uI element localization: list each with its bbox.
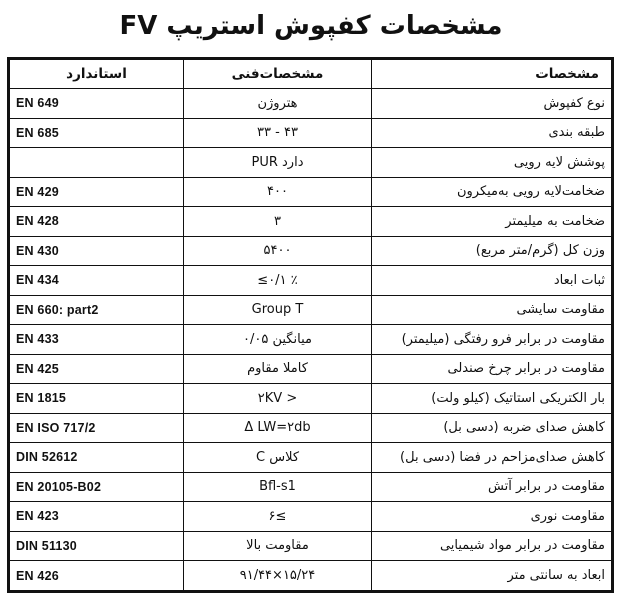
technical-cell: ۳	[184, 207, 372, 237]
header-technical: مشخصات‌فنی	[184, 60, 372, 89]
table-row	[10, 531, 612, 561]
technical-cell: کلاس C	[184, 443, 372, 473]
table-row	[10, 354, 612, 384]
standard-cell: EN 649	[10, 89, 184, 119]
header-property: مشخصات	[372, 60, 612, 89]
property-cell: ابعاد به سانتی متر	[372, 561, 612, 591]
property-cell: مقاومت در برابر چرخ صندلی	[372, 354, 612, 384]
property-cell: کاهش صدای ضربه (دسی بل)	[372, 413, 612, 443]
document-title: مشخصات کفپوش استریپ FV	[119, 11, 503, 41]
technical-cell: مقاومت بالا	[184, 531, 372, 561]
standard-cell: EN 430	[10, 236, 184, 266]
table-row	[10, 89, 612, 119]
standard-cell: EN 423	[10, 502, 184, 532]
standard-cell: DIN 52612	[10, 443, 184, 473]
standard-cell: EN 428	[10, 207, 184, 237]
standard-cell: EN 434	[10, 266, 184, 296]
table-row	[10, 118, 612, 148]
technical-cell: Group T	[184, 295, 372, 325]
standard-cell: DIN 51130	[10, 531, 184, 561]
standard-cell: EN 660: part2	[10, 295, 184, 325]
technical-cell: میانگین ۰/۰۵	[184, 325, 372, 355]
table-row	[10, 443, 612, 473]
technical-cell: < ۲KV	[184, 384, 372, 414]
technical-cell: ۴۰۰	[184, 177, 372, 207]
property-cell: وزن کل (گرم/متر مربع)	[372, 236, 612, 266]
standard-cell: EN 1815	[10, 384, 184, 414]
table-row	[10, 413, 612, 443]
property-cell: نوع کفپوش	[372, 89, 612, 119]
technical-cell: ۱۵/۲۴×۹۱/۴۴	[184, 561, 372, 591]
header-standard: استاندارد	[10, 60, 184, 89]
table-row	[10, 384, 612, 414]
technical-cell: ۵۴۰۰	[184, 236, 372, 266]
technical-cell: کاملا مقاوم	[184, 354, 372, 384]
property-cell: ضخامت‌لایه رویی به‌میکرون	[372, 177, 612, 207]
property-cell: ضخامت به میلیمتر	[372, 207, 612, 237]
property-cell: کاهش صدای‌مزاحم در فضا (دسی بل)	[372, 443, 612, 473]
table-row	[10, 177, 612, 207]
table-row	[10, 325, 612, 355]
table-row	[10, 472, 612, 502]
property-cell: پوشش لایه رویی	[372, 148, 612, 178]
standard-cell: EN 426	[10, 561, 184, 591]
standard-cell	[10, 148, 184, 178]
property-cell: مقاومت در برابر مواد شیمیایی	[372, 531, 612, 561]
standard-cell: EN 429	[10, 177, 184, 207]
technical-cell: Δ LW=۲db	[184, 413, 372, 443]
technical-cell: Bfl-s1	[184, 472, 372, 502]
property-cell: مقاومت نوری	[372, 502, 612, 532]
property-cell: مقاومت در برابر آتش	[372, 472, 612, 502]
standard-cell: EN 425	[10, 354, 184, 384]
property-cell: مقاومت در برابر فرو رفتگی (میلیمتر)	[372, 325, 612, 355]
table-row	[10, 295, 612, 325]
standard-cell: EN 433	[10, 325, 184, 355]
technical-cell: دارد PUR	[184, 148, 372, 178]
standard-cell: EN 685	[10, 118, 184, 148]
table-row	[10, 207, 612, 237]
specifications-table	[7, 57, 614, 593]
property-cell: مقاومت سایشی	[372, 295, 612, 325]
standard-cell: EN 20105-B02	[10, 472, 184, 502]
standard-cell: EN ISO 717/2	[10, 413, 184, 443]
table-row	[10, 502, 612, 532]
technical-cell: ≥۶	[184, 502, 372, 532]
table-row	[10, 148, 612, 178]
technical-cell: هتروژن	[184, 89, 372, 119]
table-row	[10, 236, 612, 266]
property-cell: طبقه بندی	[372, 118, 612, 148]
technical-cell: ۴۳ - ۳۳	[184, 118, 372, 148]
technical-cell: ٪ ۰/۱≥	[184, 266, 372, 296]
table-header-row	[10, 60, 612, 89]
table-row	[10, 561, 612, 591]
table-row	[10, 266, 612, 296]
property-cell: بار الکتریکی استاتیک (کیلو ولت)	[372, 384, 612, 414]
property-cell: ثبات ابعاد	[372, 266, 612, 296]
